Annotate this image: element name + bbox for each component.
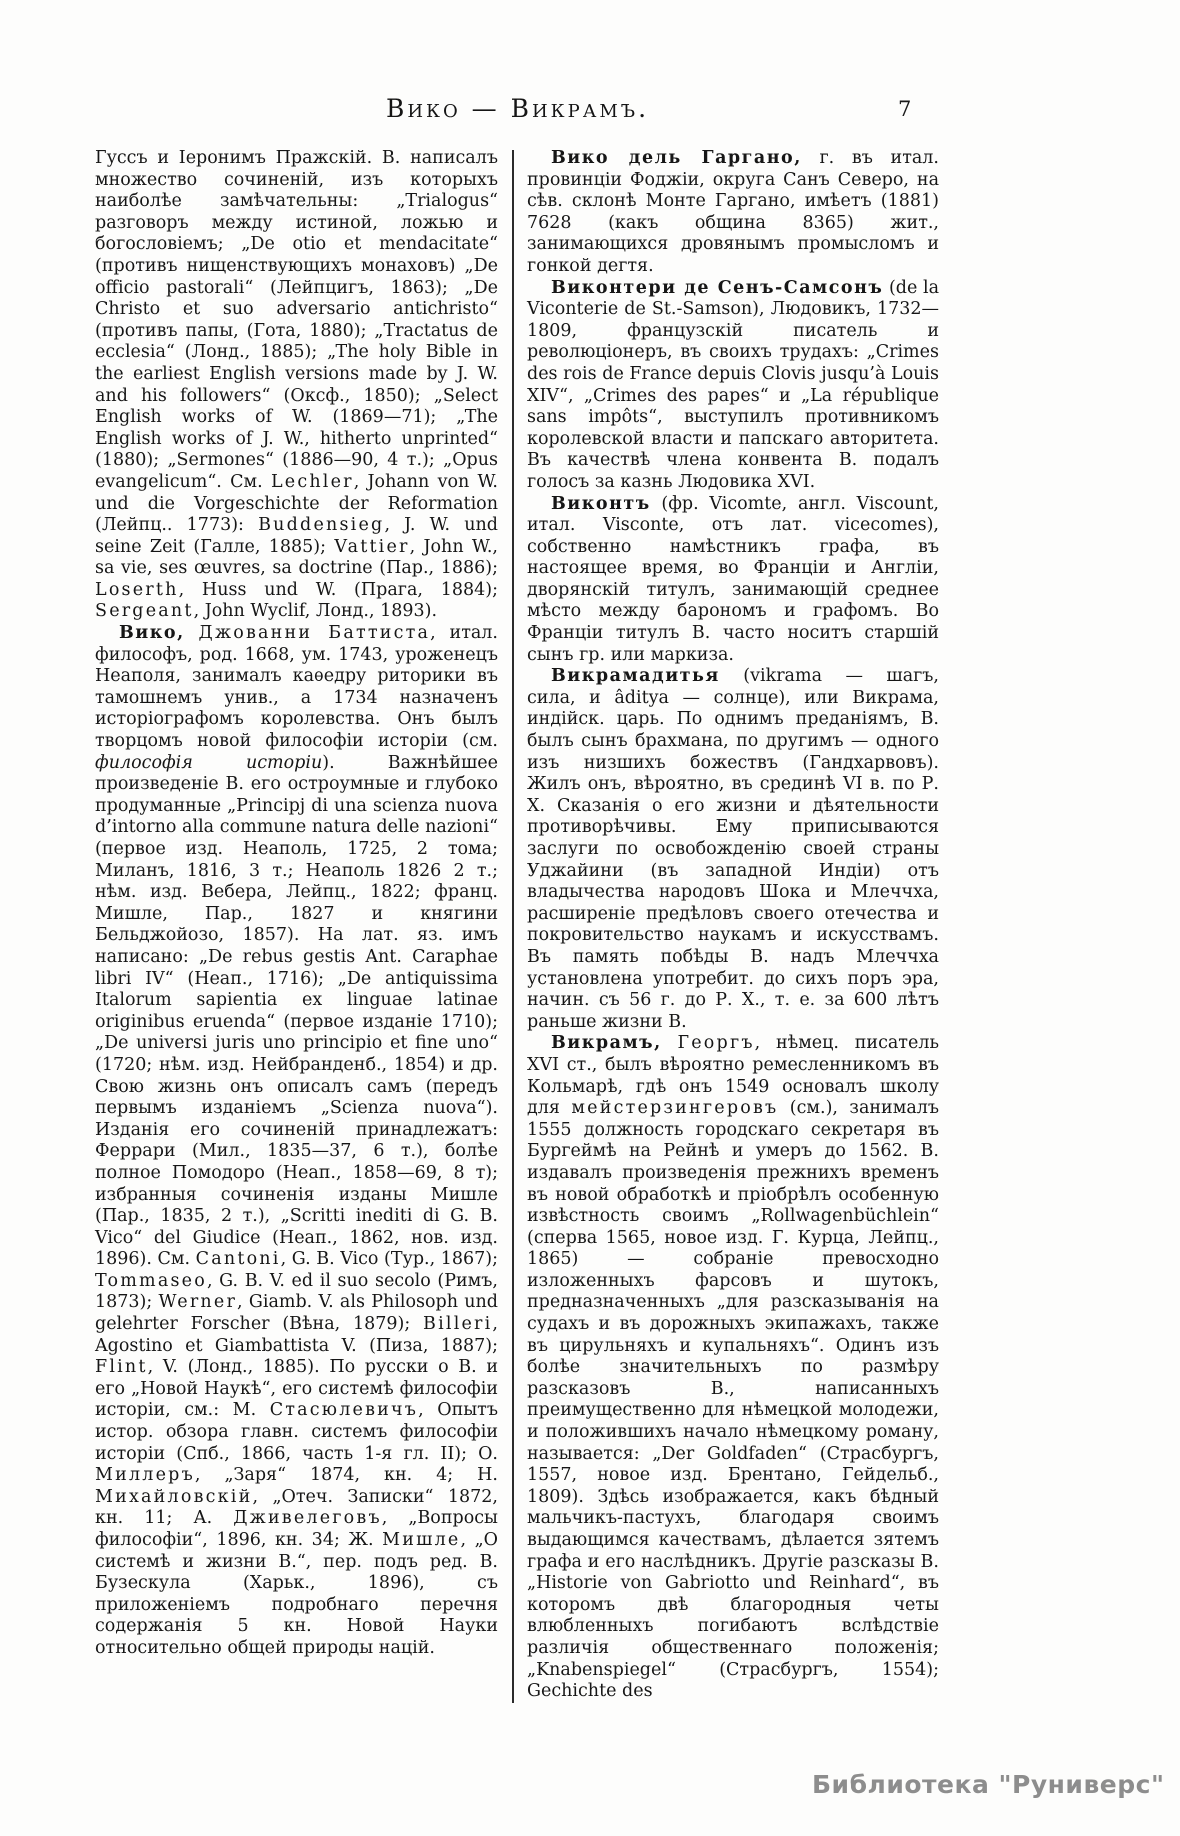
text-columns — [95, 148, 939, 1703]
column-right — [527, 148, 939, 1703]
text-run: Георгъ — [677, 1033, 755, 1054]
text-run: , Huss und W. (Прага, 1884); — [178, 579, 498, 600]
paragraph — [527, 278, 939, 494]
text-run: , Опытъ истор. обзора главн. системъ философіи исторіи (Спб., 1866, часть 1-я гл. II); О. — [95, 1400, 499, 1464]
text-run: Джованни Баттиста — [198, 623, 431, 644]
text-run: мейстерзингеровъ — [571, 1098, 779, 1119]
text-run: Buddensieg — [258, 515, 385, 536]
text-run: , J. W. und seine Zeit (Галле, 1885); — [95, 515, 498, 557]
text-run: Tommaseo — [95, 1270, 207, 1291]
text-run: , Giamb. V. als Philosoph und gelehrter Forscher (Вѣна, 1879); — [95, 1292, 498, 1335]
column-left — [95, 148, 498, 1703]
paragraph — [527, 148, 939, 278]
text-run: Гуссъ и Іеронимъ Пражскій. В. написалъ множество сочиненій, изъ которыхъ наиболѣе замѣчательны: „Trialogus“ разговоръ между истиной, ложью и богословіемъ; „De otio et mendacitate“ (противъ нищенствующихъ монаховъ) „De officio pastorali“ (Лейпцигъ, 1863); „De Christo et suo adversario antichristo“ (противъ папы, (Гота, 1880); „Tractatus de ecclesia“ (Лонд., 1885); „The holy Bible in the earliest English versions made by J. W. and his followers“ (Оксф., 1850); „Select English works of W. (1869—71); „The English works of J. W., hitherto unprinted“ (1880); „Sermones“ (1886—90, 4 т.); „Opus evangelicum“. См. — [95, 148, 498, 492]
text-run: , G. B. V. ed il suo secolo (Римъ, 1873); — [95, 1270, 498, 1313]
paragraph — [527, 1033, 939, 1702]
text-run: (vikrama — шагъ, сила, и âditya — солнце), или Викрама, индійск. царь. По однимъ преданіямъ, В. былъ сынъ брахмана, по другимъ — одного изъ низшихъ божествъ (Гандхарвовъ). Жилъ онъ, вѣроятно, въ срединѣ VI в. по Р. Х. Сказанія о его жизни и дѣятельности противорѣчивы. Ему приписываются заслуги по освобожденію своей страны Уджайини (въ западной Индіи) отъ владычества народовъ Шока и Млеччха, расширеніе предѣловъ своего отечества и покровительство наукамъ и искусствамъ. Въ память побѣды В. надъ Млеччха установлена употребит. до сихъ поръ эра, начин. съ 56 г. до Р. Х., т. е. за 600 лѣтъ раньше жизни В. — [527, 666, 939, 1032]
column-divider — [512, 150, 514, 1703]
text-run: , нѣмец. писатель XVI ст., былъ вѣроятно ремесленникомъ въ Кольмарѣ, гдѣ онъ 1549 основалъ школу для — [527, 1033, 939, 1119]
text-run: Мишле — [382, 1530, 461, 1550]
entry-term: Виконтери де Сенъ-Самсонъ — [551, 277, 884, 298]
text-run: Flint — [95, 1357, 148, 1378]
text-run: Lechler — [270, 471, 354, 492]
paragraph — [95, 623, 498, 1660]
paragraph — [527, 494, 939, 667]
text-run: Werner — [158, 1292, 238, 1313]
entry-term: Викрамадитья — [551, 666, 720, 687]
text-run: Sergeant — [95, 601, 194, 622]
entry-term: Викрамъ, — [551, 1033, 662, 1054]
text-run: Стасюлевичъ — [269, 1400, 419, 1421]
text-run: , G. B. Vico (Тур., 1867); — [280, 1249, 498, 1270]
page-title: Вико — Викрамъ. — [385, 94, 650, 123]
text-run: Миллеръ — [95, 1465, 195, 1486]
entry-term: Вико дель Гаргано, — [551, 148, 802, 168]
text-run: , V. (Лонд., 1885). По русски о В. и его „Новой Наукѣ“, его системѣ философіи исторіи, см.: М. — [95, 1357, 498, 1421]
text-run: , Agostino et Giambattista V. (Пиза, 1887); — [95, 1314, 498, 1356]
text-run — [662, 1033, 678, 1053]
watermark: Библиотека "Руниверс" — [812, 1770, 1165, 1799]
text-run: , John W., sa vie, ses œuvres, sa doctrine (Пар., 1886); — [95, 536, 498, 579]
text-run: Loserth — [95, 579, 179, 600]
text-run: (de la Viconterie de St.-Samson), Людовикъ, 1732—1809, французскій писатель и революціонеръ, въ своихъ трудахъ: „Crimes des rois de France depuis Clovis jusqu’à Louis XIV“, „Crimes des papes“ и „La république sans impôts“, выступилъ противникомъ королевской власти и папскаго авторитета. Въ качествѣ члена конвента В. подалъ голосъ за казнь Людовика XVI. — [527, 277, 940, 492]
text-run: , „Отеч. Записки“ 1872, кн. 11; А. — [95, 1486, 498, 1529]
entry-term: Вико, — [119, 623, 185, 644]
text-run: , итал. философъ, род. 1668, ум. 1743, уроженецъ Неаполя, занималъ каѳедру риторики въ тамошнемъ унив., а 1734 назначенъ исторіографомъ королевства. Онъ былъ творцомъ новой философіи исторіи (см. — [95, 623, 498, 752]
text-run: (см.), занималъ 1555 должность городскаго секретаря въ Бургеймѣ на Рейнѣ и умеръ до 1562. В. издавалъ произведенія прежнихъ временъ въ новой обработкѣ и пріобрѣлъ особенную извѣстность своимъ „Rollwagenbüchlein“ (сперва 1565, новое изд. Г. Курца, Лейпц., 1865) — собраніе превосходно изложенныхъ фарсовъ и шутокъ, предназначенныхъ „для разсказыванія на судахъ и въ дорожныхъ экипажахъ, также въ цирульняхъ и купальняхъ“. Одинъ изъ болѣе значительныхъ по размѣру разсказовъ В., написанныхъ преимущественно для нѣмецкой молодежи, и положившихъ начало нѣмецкому роману, называется: „Der Goldfaden“ (Страсбургъ, 1557, новое изд. Брентано, Гейдельб., 1809). Здѣсь изображается, какъ бѣдный мальчикъ-пастухъ, благодаря своимъ выдающимся качествамъ, дѣлается зятемъ графа и его наслѣдникъ. Другіе разсказы В. „Historie von Gabriotto und Reinhard“, въ которомъ двѣ благородныя четы влюбленныхъ погибаютъ вслѣдствіе различія общественнаго положенія; „Knabenspiegel“ (Страсбургъ, 1554); Gechichte des — [527, 1098, 939, 1702]
text-run: ). Важнѣйшее произведеніе В. его остроумные и глубоко продуманные „Principj di una scienza nuova d’intorno alla commune natura delle nazioni“ (первое изд. Неаполь, 1725, 2 тома; Миланъ, 1816, 3 т.; Неаполь 1826 2 т.; нѣм. изд. Вебера, Лейпц., 1822; франц. Мишле, Пар., 1827 и княгини Бельджойозо, 1857). На лат. яз. имъ написано: „De rebus gestis Ant. Caraphae libri IV“ (Неап., 1716); „De antiquissima Italorum sapientia ex linguae latinae originibus eruenda“ (первое изданіе 1710); „De universi juris uno principio et fine uno“ (1720; нѣм. изд. Нейбранденб., 1854) и др. Свою жизнь онъ описалъ самъ (передъ первымъ изданіемъ „Scienza nuova“). Изданія его сочиненій принадлежатъ: Феррари (Мил., 1835—37, 6 т.), болѣе полное Помодоро (Неап., 1858—69, 8 т); избранныя сочиненія изданы Мишле (Пар., 1835, 2 т.), „Scritti inediti di G. B. Vico“ del Giudice (Неап., 1862, нов. изд. 1896). См. — [95, 752, 498, 1270]
text-run: Михайловскій — [95, 1486, 253, 1507]
text-run: , „Вопросы философіи“, 1896, кн. 34; Ж. — [95, 1508, 498, 1550]
text-run: , John Wyclif, Лонд., 1893). — [193, 601, 438, 622]
paragraph — [527, 666, 939, 1033]
text-run — [185, 623, 199, 643]
text-run: , Johann von W. und die Vorgeschichte der Reformation (Лейпц.. 1773): — [95, 471, 498, 536]
text-run: , „Заря“ 1874, кн. 4; Н. — [194, 1465, 498, 1486]
text-run: философія исторіи — [95, 752, 323, 773]
text-run: (фр. Vicomte, англ. Viscount, итал. Visconte, отъ лат. vicecomes), собственно намѣстникъ графа, въ настоящее время, во Франціи и Англіи, дворянскій титулъ, занимающій среднее мѣсто между барономъ и графомъ. Во Франціи титулъ В. часто носитъ старшій сынъ гр. или маркиза. — [527, 493, 939, 665]
entry-term: Виконтъ — [551, 493, 651, 514]
text-run: г. въ итал. провинціи Фоджіи, округа Санъ Северо, на сѣв. склонѣ Монте Гаргано, имѣетъ (1881) 7628 (какъ община 8365) жит., занимающихся дровянымъ промысломъ и гонкой дегтя. — [527, 148, 939, 276]
text-run: Дживелеговъ — [233, 1508, 382, 1529]
text-run: Vattier — [334, 536, 410, 557]
text-run: Cantoni — [195, 1249, 281, 1270]
paragraph — [95, 148, 498, 623]
page-number: 7 — [898, 97, 912, 121]
running-head — [95, 94, 940, 123]
text-run: Billeri — [423, 1314, 493, 1335]
text-run: , „О системѣ и жизни В.“, пер. подъ ред. В. Бузескула (Харьк., 1896), съ приложеніемъ подробнаго перечня содержанія 5 кн. Новой Науки относительно общей природы націй. — [95, 1530, 498, 1658]
